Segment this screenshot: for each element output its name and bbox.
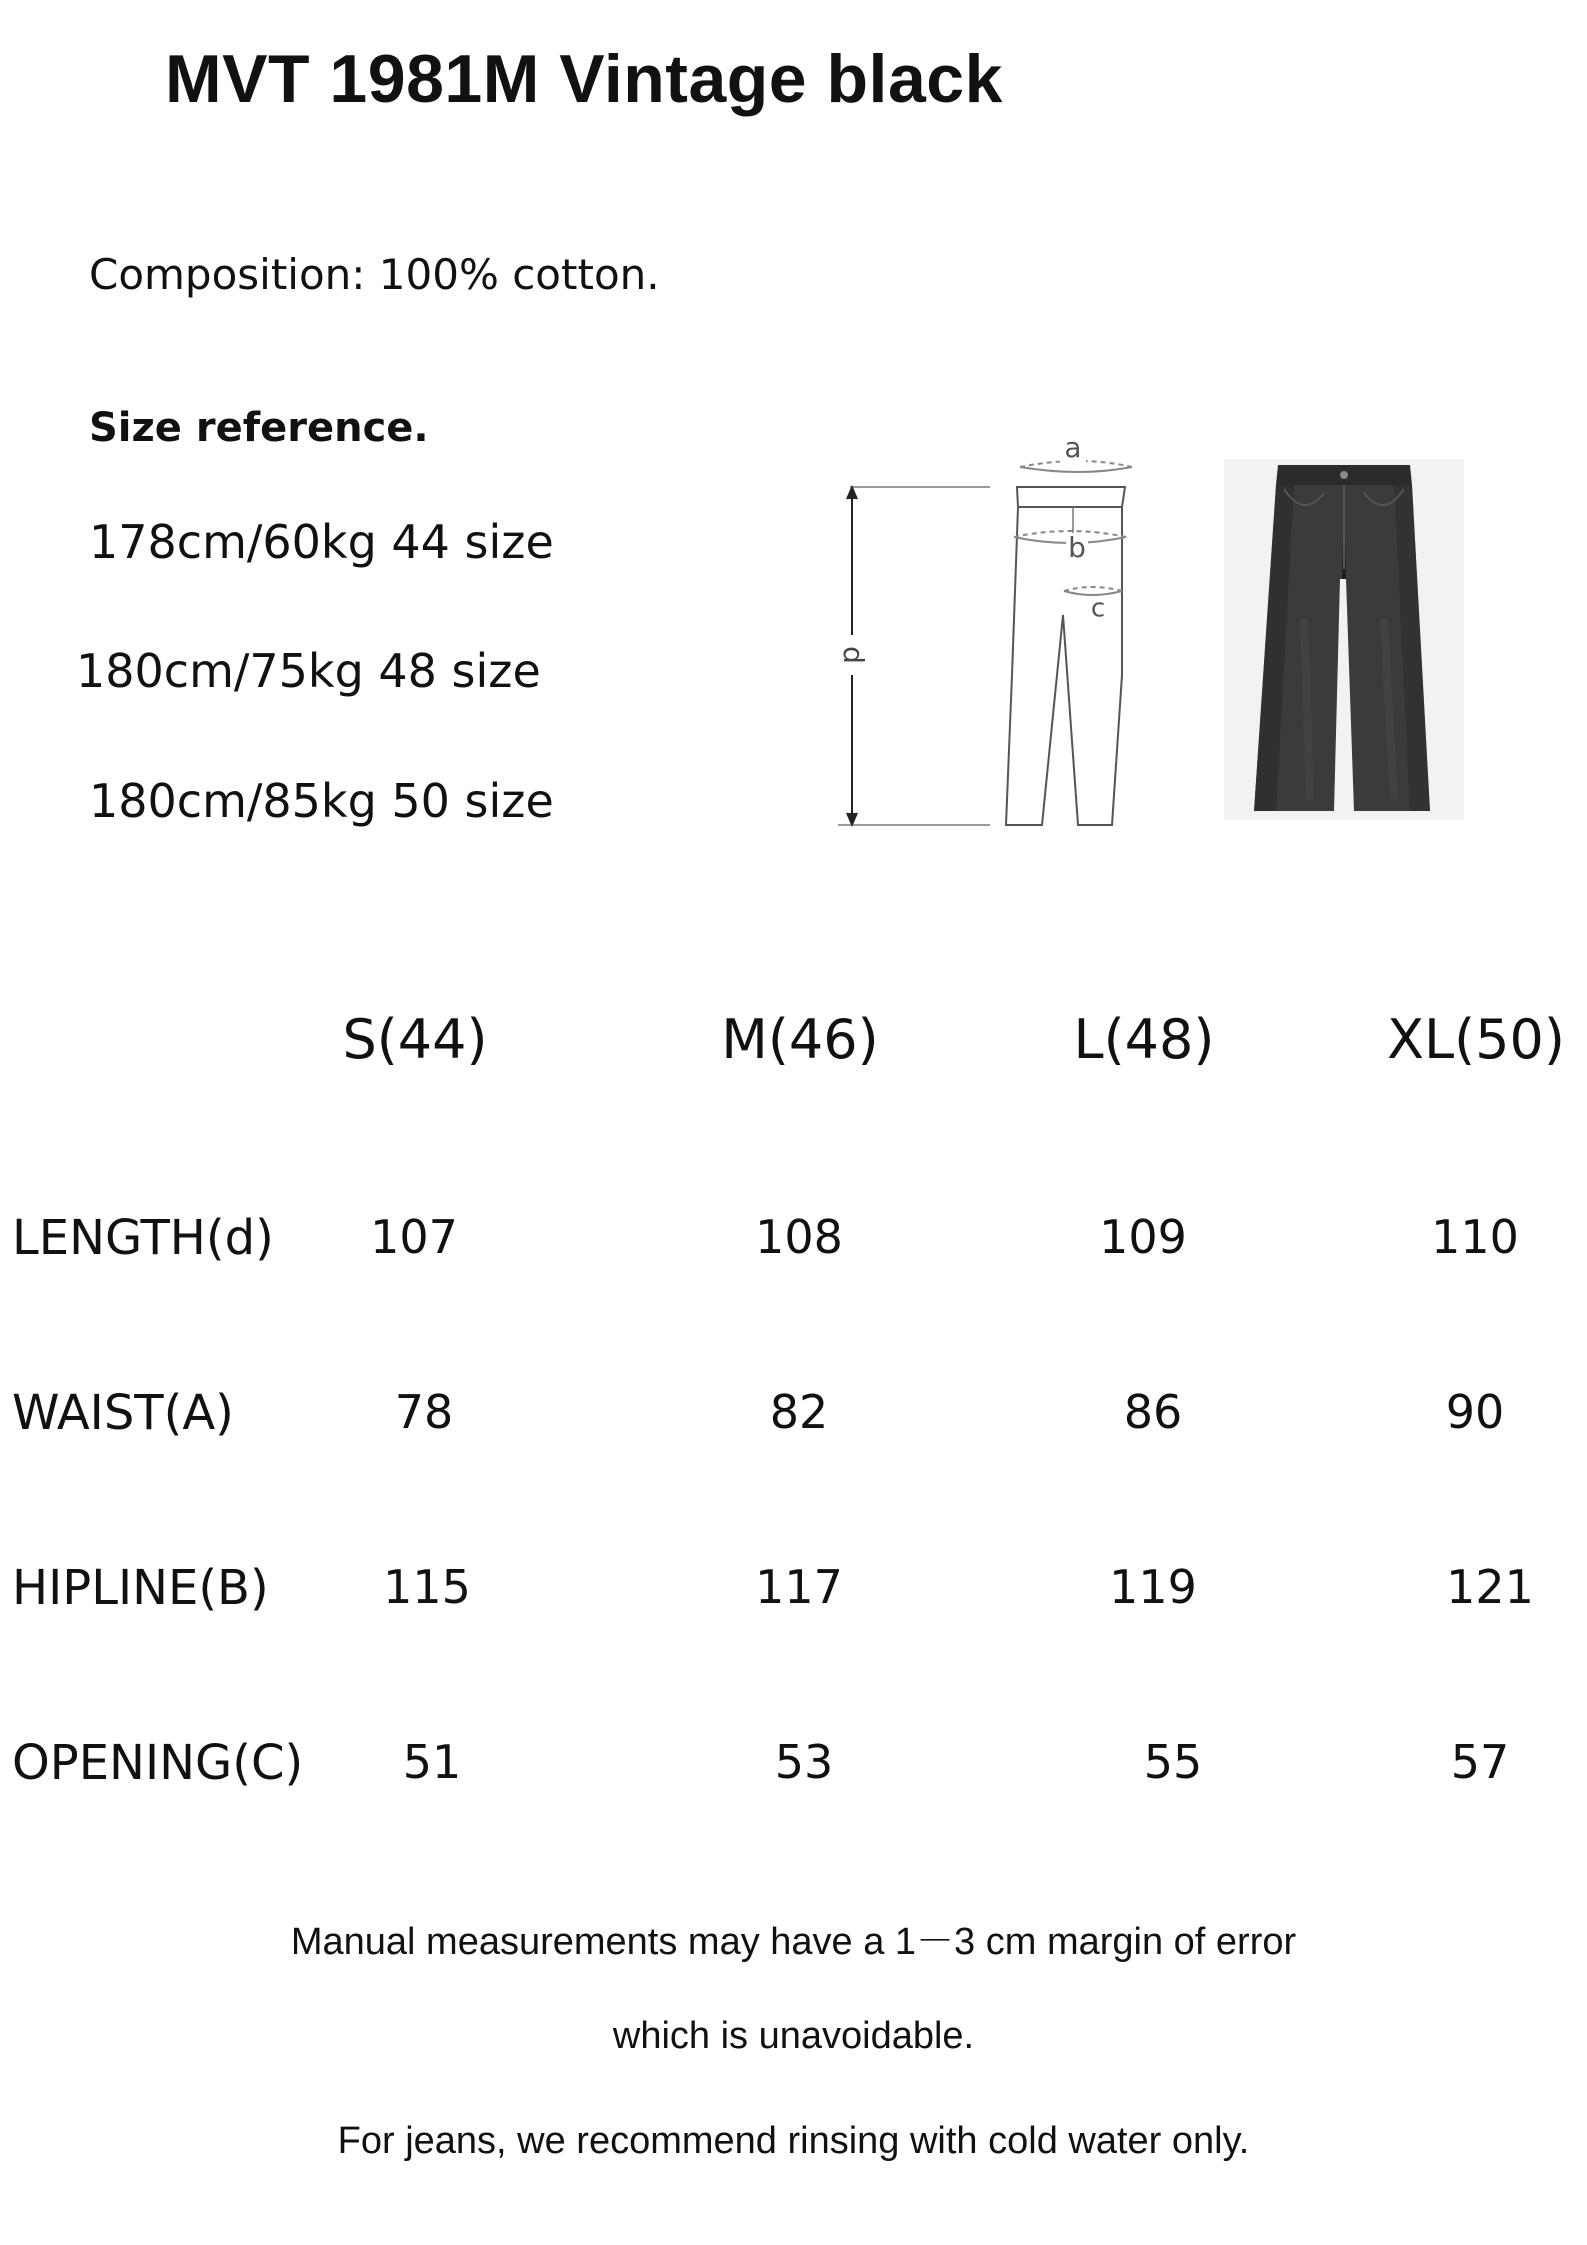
product-photo	[1224, 459, 1464, 820]
diagram-label-c: c	[1090, 593, 1106, 624]
table-cell: 51	[402, 1735, 462, 1789]
measurement-note: Manual measurements may have a 1－3 cm margin of error	[290, 1921, 1297, 1963]
table-cell: 119	[1109, 1560, 1197, 1614]
size-reference-line: 178cm/60kg 44 size	[89, 515, 554, 569]
measurement-diagram	[820, 425, 1160, 845]
table-cell: 108	[755, 1210, 843, 1264]
row-label-opening: OPENING(C)	[12, 1735, 304, 1791]
size-column-header-s: S(44)	[342, 1008, 488, 1071]
size-column-header-l: L(48)	[1073, 1008, 1215, 1071]
row-label-waist: WAIST(A)	[12, 1385, 234, 1441]
table-cell: 117	[755, 1560, 843, 1614]
table-cell: 57	[1450, 1735, 1510, 1789]
size-reference-heading: Size reference.	[89, 405, 429, 451]
size-reference-line: 180cm/75kg 48 size	[76, 644, 541, 698]
size-column-header-m: M(46)	[721, 1008, 879, 1071]
table-cell: 109	[1099, 1210, 1187, 1264]
jeans-photo-icon	[1224, 459, 1464, 820]
table-cell: 86	[1123, 1385, 1183, 1439]
row-label-hipline: HIPLINE(B)	[12, 1560, 269, 1616]
measurement-note-continued: which is unavoidable.	[612, 2015, 975, 2057]
table-cell: 90	[1445, 1385, 1505, 1439]
trousers-outline-icon	[820, 425, 1160, 845]
table-cell: 78	[394, 1385, 454, 1439]
row-label-length: LENGTH(d)	[12, 1210, 274, 1266]
table-cell: 107	[370, 1210, 458, 1264]
size-reference-line: 180cm/85kg 50 size	[89, 774, 554, 828]
size-column-header-xl: XL(50)	[1387, 1008, 1565, 1071]
table-cell: 53	[774, 1735, 834, 1789]
diagram-label-b: b	[1068, 531, 1086, 564]
table-cell: 82	[769, 1385, 829, 1439]
table-cell: 115	[383, 1560, 471, 1614]
page-title: MVT 1981M Vintage black	[165, 41, 1003, 117]
composition-text: Composition: 100% cotton.	[89, 250, 660, 299]
table-cell: 121	[1446, 1560, 1534, 1614]
care-note: For jeans, we recommend rinsing with cold water only.	[337, 2120, 1250, 2162]
diagram-label-d: d	[837, 646, 870, 664]
table-cell: 55	[1143, 1735, 1203, 1789]
table-cell: 110	[1431, 1210, 1519, 1264]
diagram-label-a: a	[1064, 431, 1082, 464]
